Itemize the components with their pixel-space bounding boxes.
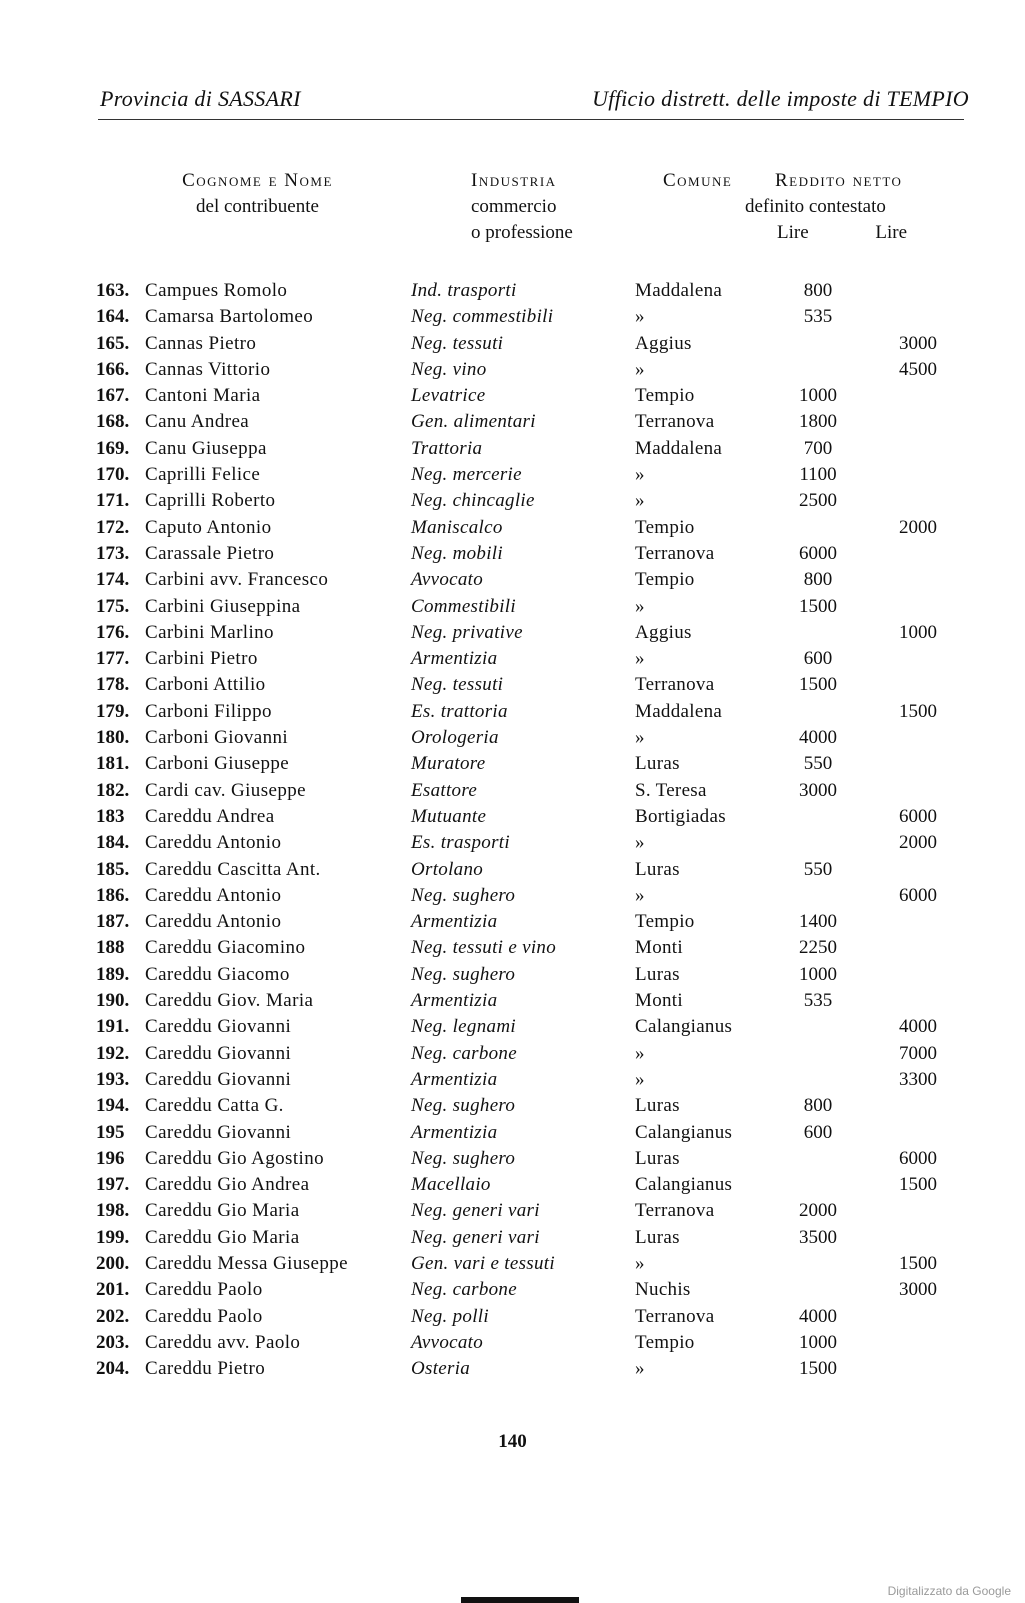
taxpayer-name: Carassale Pietro bbox=[145, 542, 275, 564]
entry-number: 196 bbox=[96, 1147, 125, 1169]
comune: » bbox=[635, 1252, 645, 1274]
taxpayer-name: Careddu Giov. Maria bbox=[145, 990, 314, 1012]
taxpayer-name: Careddu Andrea bbox=[145, 805, 275, 827]
column-header-reddito bbox=[745, 168, 908, 246]
taxpayer-name: Careddu Antonio bbox=[145, 884, 282, 906]
income-definito: 2000 bbox=[799, 1200, 837, 1222]
comune: Tempio bbox=[635, 911, 695, 933]
table-row bbox=[0, 1067, 1025, 1093]
industry: Neg. legnami bbox=[411, 1016, 516, 1038]
table-row bbox=[0, 935, 1025, 961]
entry-number: 177. bbox=[96, 648, 130, 670]
industry: Gen. alimentari bbox=[411, 411, 536, 433]
income-definito: 1500 bbox=[799, 674, 837, 696]
industry: Neg. carbone bbox=[411, 1042, 517, 1064]
table-row bbox=[0, 1093, 1025, 1119]
entry-number: 169. bbox=[96, 437, 130, 459]
column-header-name-line2: del contribuente bbox=[196, 196, 319, 217]
entry-number: 199. bbox=[96, 1226, 130, 1248]
industry: Armentizia bbox=[411, 990, 498, 1012]
entry-number: 195 bbox=[96, 1121, 125, 1143]
table-row bbox=[0, 383, 1025, 409]
industry: Armentizia bbox=[411, 648, 498, 670]
taxpayer-name: Careddu Giovanni bbox=[145, 1068, 292, 1090]
entry-number: 166. bbox=[96, 358, 130, 380]
income-definito: 1500 bbox=[799, 595, 837, 617]
comune: » bbox=[635, 1358, 645, 1380]
industry: Neg. sughero bbox=[411, 884, 516, 906]
income-definito: 600 bbox=[803, 648, 833, 670]
industry: Ortolano bbox=[411, 858, 484, 880]
table-row bbox=[0, 1120, 1025, 1146]
entry-number: 184. bbox=[96, 832, 130, 854]
comune: » bbox=[635, 727, 645, 749]
entry-number: 165. bbox=[96, 332, 130, 354]
table-row bbox=[0, 1251, 1025, 1277]
taxpayer-name: Carboni Attilio bbox=[145, 674, 266, 696]
table-row bbox=[0, 620, 1025, 646]
comune: Luras bbox=[635, 753, 680, 775]
comune: » bbox=[635, 884, 645, 906]
income-contestato: 6000 bbox=[899, 805, 937, 827]
comune: Tempio bbox=[635, 1331, 695, 1353]
table-row bbox=[0, 331, 1025, 357]
office-title: Ufficio distrett. delle imposte di TEMPIO bbox=[592, 86, 969, 111]
industry: Avvocato bbox=[411, 569, 484, 591]
comune: Monti bbox=[635, 990, 683, 1012]
comune: Tempio bbox=[635, 569, 695, 591]
table-row bbox=[0, 1225, 1025, 1251]
entry-number: 200. bbox=[96, 1252, 130, 1274]
taxpayer-name: Careddu Pietro bbox=[145, 1358, 266, 1380]
taxpayer-name: Cannas Pietro bbox=[145, 332, 257, 354]
entry-number: 192. bbox=[96, 1042, 130, 1064]
income-contestato: 6000 bbox=[899, 884, 937, 906]
comune: Aggius bbox=[635, 332, 692, 354]
income-definito: 3000 bbox=[799, 779, 837, 801]
comune: Luras bbox=[635, 1226, 680, 1248]
header-divider bbox=[98, 119, 964, 120]
entry-number: 183 bbox=[96, 805, 125, 827]
entry-number: 204. bbox=[96, 1358, 130, 1380]
income-definito: 3500 bbox=[799, 1226, 837, 1248]
income-definito: 4000 bbox=[799, 727, 837, 749]
table-row bbox=[0, 278, 1025, 304]
industry: Neg. generi vari bbox=[411, 1226, 540, 1248]
industry: Es. trattoria bbox=[411, 700, 508, 722]
entry-number: 174. bbox=[96, 569, 130, 591]
entry-number: 186. bbox=[96, 884, 130, 906]
industry: Neg. privative bbox=[411, 621, 523, 643]
comune: » bbox=[635, 306, 645, 328]
industry: Neg. tessuti e vino bbox=[411, 937, 557, 959]
column-header-reddito-line1: Reddito netto bbox=[775, 170, 903, 191]
industry: Armentizia bbox=[411, 1121, 498, 1143]
taxpayer-name: Careddu Gio Agostino bbox=[145, 1147, 324, 1169]
industry: Armentizia bbox=[411, 911, 498, 933]
table-row bbox=[0, 725, 1025, 751]
table-row bbox=[0, 699, 1025, 725]
taxpayer-name: Canu Giuseppa bbox=[145, 437, 267, 459]
entry-number: 179. bbox=[96, 700, 130, 722]
table-row bbox=[0, 778, 1025, 804]
income-contestato: 1500 bbox=[899, 1174, 937, 1196]
table-row bbox=[0, 646, 1025, 672]
income-contestato: 2000 bbox=[899, 832, 937, 854]
industry: Avvocato bbox=[411, 1331, 484, 1353]
comune: Luras bbox=[635, 1147, 680, 1169]
entry-number: 203. bbox=[96, 1331, 130, 1353]
table-row bbox=[0, 962, 1025, 988]
comune: Luras bbox=[635, 1095, 680, 1117]
comune: Tempio bbox=[635, 385, 695, 407]
table-row bbox=[0, 409, 1025, 435]
income-contestato: 3300 bbox=[899, 1068, 937, 1090]
industry: Osteria bbox=[411, 1358, 471, 1380]
taxpayer-name: Cantoni Maria bbox=[145, 385, 261, 407]
comune: Tempio bbox=[635, 516, 695, 538]
income-definito: 4000 bbox=[799, 1305, 837, 1327]
comune: Bortigiadas bbox=[635, 805, 726, 827]
taxpayer-name: Careddu Giovanni bbox=[145, 1121, 292, 1143]
comune: Calangianus bbox=[635, 1016, 733, 1038]
taxpayer-name: Careddu Antonio bbox=[145, 911, 282, 933]
table-row bbox=[0, 1172, 1025, 1198]
industry: Levatrice bbox=[411, 385, 486, 407]
industry: Neg. chincaglie bbox=[411, 490, 535, 512]
income-contestato: 1500 bbox=[899, 700, 937, 722]
comune: » bbox=[635, 832, 645, 854]
table-row bbox=[0, 988, 1025, 1014]
entry-number: 189. bbox=[96, 963, 130, 985]
entry-number: 172. bbox=[96, 516, 130, 538]
industry: Neg. sughero bbox=[411, 1147, 516, 1169]
comune: Maddalena bbox=[635, 700, 723, 722]
column-header-industry-line3: o professione bbox=[471, 222, 573, 243]
table-row bbox=[0, 567, 1025, 593]
comune: » bbox=[635, 358, 645, 380]
income-contestato: 4000 bbox=[899, 1016, 937, 1038]
table-row bbox=[0, 672, 1025, 698]
taxpayer-name: Carboni Filippo bbox=[145, 700, 272, 722]
comune: » bbox=[635, 1068, 645, 1090]
income-definito: 800 bbox=[803, 280, 833, 301]
comune: Maddalena bbox=[635, 280, 723, 301]
entry-number: 164. bbox=[96, 306, 130, 328]
taxpayer-name: Careddu Messa Giuseppe bbox=[145, 1252, 348, 1274]
industry: Neg. polli bbox=[411, 1305, 489, 1327]
taxpayer-name: Carboni Giovanni bbox=[145, 727, 289, 749]
industry: Neg. generi vari bbox=[411, 1200, 540, 1222]
comune: Terranova bbox=[635, 542, 715, 564]
industry: Ind. trasporti bbox=[411, 280, 517, 301]
industry: Maniscalco bbox=[411, 516, 503, 538]
entry-number: 180. bbox=[96, 727, 130, 749]
entry-number: 182. bbox=[96, 779, 130, 801]
comune: » bbox=[635, 1042, 645, 1064]
income-definito: 2250 bbox=[799, 937, 837, 959]
table-row bbox=[0, 1304, 1025, 1330]
taxpayer-name: Careddu Catta G. bbox=[145, 1095, 284, 1117]
entry-number: 198. bbox=[96, 1200, 130, 1222]
table-row bbox=[0, 857, 1025, 883]
table-row bbox=[0, 436, 1025, 462]
province-title: Provincia di SASSARI bbox=[100, 86, 301, 111]
income-definito: 535 bbox=[803, 306, 833, 328]
taxpayer-name: Careddu Giacomo bbox=[145, 963, 290, 985]
industry: Commestibili bbox=[411, 595, 516, 617]
income-definito: 2500 bbox=[799, 490, 837, 512]
entry-number: 193. bbox=[96, 1068, 130, 1090]
income-definito: 1000 bbox=[799, 963, 837, 985]
comune: Luras bbox=[635, 858, 680, 880]
table-row bbox=[0, 515, 1025, 541]
taxpayer-name: Careddu Giovanni bbox=[145, 1042, 292, 1064]
taxpayer-name: Carboni Giuseppe bbox=[145, 753, 290, 775]
income-definito: 800 bbox=[803, 1095, 833, 1117]
table-row bbox=[0, 357, 1025, 383]
table-row bbox=[0, 541, 1025, 567]
comune: Nuchis bbox=[635, 1279, 691, 1301]
entry-number: 168. bbox=[96, 411, 130, 433]
industry: Neg. tessuti bbox=[411, 674, 504, 696]
comune: Monti bbox=[635, 937, 683, 959]
page-number: 140 bbox=[498, 1431, 527, 1452]
income-definito: 550 bbox=[803, 858, 833, 880]
entry-number: 178. bbox=[96, 674, 130, 696]
industry: Orologeria bbox=[411, 727, 499, 749]
comune: Calangianus bbox=[635, 1121, 733, 1143]
taxpayer-name: Careddu Antonio bbox=[145, 832, 282, 854]
income-contestato: 4500 bbox=[899, 358, 937, 380]
table-row bbox=[0, 751, 1025, 777]
table-row bbox=[0, 1198, 1025, 1224]
taxpayer-name: Carbini Pietro bbox=[145, 648, 258, 670]
taxpayer-name: Cardi cav. Giuseppe bbox=[145, 779, 306, 801]
table-row bbox=[0, 909, 1025, 935]
taxpayer-name: Careddu Cascitta Ant. bbox=[145, 858, 321, 880]
industry: Muratore bbox=[411, 753, 486, 775]
industry: Es. trasporti bbox=[411, 832, 510, 854]
table-row bbox=[0, 883, 1025, 909]
income-definito: 535 bbox=[803, 990, 833, 1012]
income-contestato: 6000 bbox=[899, 1147, 937, 1169]
income-definito: 800 bbox=[803, 569, 833, 591]
entry-number: 202. bbox=[96, 1305, 130, 1327]
industry: Armentizia bbox=[411, 1068, 498, 1090]
comune: Maddalena bbox=[635, 437, 723, 459]
comune: Calangianus bbox=[635, 1174, 733, 1196]
comune: Luras bbox=[635, 963, 680, 985]
table-row bbox=[0, 1041, 1025, 1067]
taxpayer-name: Carbini Giuseppina bbox=[145, 595, 301, 617]
taxpayer-name: Careddu Gio Andrea bbox=[145, 1174, 310, 1196]
entry-number: 170. bbox=[96, 464, 130, 486]
industry: Esattore bbox=[411, 779, 478, 801]
income-definito: 1000 bbox=[799, 1331, 837, 1353]
entry-number: 185. bbox=[96, 858, 130, 880]
column-header-comune-line1: Comune bbox=[663, 170, 733, 191]
industry: Neg. commestibili bbox=[411, 306, 554, 328]
column-header-reddito-line3: Lire Lire bbox=[777, 222, 908, 243]
entry-number: 163. bbox=[96, 280, 130, 301]
table-row bbox=[0, 1277, 1025, 1303]
table-row bbox=[0, 830, 1025, 856]
taxpayer-list bbox=[0, 278, 1025, 1382]
industry: Trattoria bbox=[411, 437, 483, 459]
table-row bbox=[0, 488, 1025, 514]
table-row bbox=[0, 1356, 1025, 1382]
taxpayer-name: Careddu Paolo bbox=[145, 1305, 263, 1327]
entry-number: 176. bbox=[96, 621, 130, 643]
entry-number: 201. bbox=[96, 1279, 130, 1301]
comune: » bbox=[635, 464, 645, 486]
comune: Terranova bbox=[635, 674, 715, 696]
income-definito: 600 bbox=[803, 1121, 833, 1143]
income-definito: 1000 bbox=[799, 385, 837, 407]
taxpayer-name: Caprilli Felice bbox=[145, 464, 261, 486]
income-contestato: 3000 bbox=[899, 332, 937, 354]
column-header-industry-line1: Industria bbox=[471, 170, 557, 191]
footer-bar bbox=[461, 1597, 579, 1603]
entry-number: 167. bbox=[96, 385, 130, 407]
column-header-industry-line2: commercio bbox=[471, 196, 557, 217]
income-contestato: 7000 bbox=[899, 1042, 937, 1064]
comune: » bbox=[635, 490, 645, 512]
industry: Neg. sughero bbox=[411, 1095, 516, 1117]
industry: Neg. sughero bbox=[411, 963, 516, 985]
comune: » bbox=[635, 595, 645, 617]
taxpayer-name: Careddu Paolo bbox=[145, 1279, 263, 1301]
entry-number: 194. bbox=[96, 1095, 130, 1117]
taxpayer-name: Canu Andrea bbox=[145, 411, 250, 433]
taxpayer-name: Carbini Marlino bbox=[145, 621, 274, 643]
taxpayer-name: Camarsa Bartolomeo bbox=[145, 306, 314, 328]
comune: Terranova bbox=[635, 411, 715, 433]
comune: Aggius bbox=[635, 621, 692, 643]
taxpayer-name: Careddu Giacomino bbox=[145, 937, 306, 959]
income-definito: 1500 bbox=[799, 1358, 837, 1380]
taxpayer-name: Cannas Vittorio bbox=[145, 358, 271, 380]
comune: S. Teresa bbox=[635, 779, 707, 801]
table-row bbox=[0, 304, 1025, 330]
table-row bbox=[0, 1146, 1025, 1172]
income-contestato: 3000 bbox=[899, 1279, 937, 1301]
industry: Neg. tessuti bbox=[411, 332, 504, 354]
industry: Neg. mercerie bbox=[411, 464, 522, 486]
income-definito: 1100 bbox=[799, 464, 837, 486]
income-definito: 1800 bbox=[799, 411, 837, 433]
industry: Neg. vino bbox=[411, 358, 487, 380]
table-row bbox=[0, 462, 1025, 488]
industry: Mutuante bbox=[411, 805, 487, 827]
income-definito: 550 bbox=[803, 753, 833, 775]
income-contestato: 1500 bbox=[899, 1252, 937, 1274]
income-contestato: 1000 bbox=[899, 621, 937, 643]
column-header-name-line1: Cognome e Nome bbox=[182, 170, 333, 191]
entry-number: 190. bbox=[96, 990, 130, 1012]
taxpayer-name: Caputo Antonio bbox=[145, 516, 272, 538]
table-row bbox=[0, 1014, 1025, 1040]
industry: Macellaio bbox=[411, 1174, 491, 1196]
income-definito: 1400 bbox=[799, 911, 837, 933]
table-row bbox=[0, 1330, 1025, 1356]
taxpayer-name: Caprilli Roberto bbox=[145, 490, 276, 512]
entry-number: 188 bbox=[96, 937, 125, 959]
entry-number: 173. bbox=[96, 542, 130, 564]
income-definito: 700 bbox=[803, 437, 833, 459]
industry: Gen. vari e tessuti bbox=[411, 1252, 555, 1274]
column-header-industry bbox=[471, 168, 573, 246]
column-header-name bbox=[145, 168, 370, 220]
taxpayer-name: Careddu Gio Maria bbox=[145, 1226, 300, 1248]
taxpayer-name: Careddu Giovanni bbox=[145, 1016, 292, 1038]
entry-number: 187. bbox=[96, 911, 130, 933]
entry-number: 175. bbox=[96, 595, 130, 617]
entry-number: 181. bbox=[96, 753, 130, 775]
income-contestato: 2000 bbox=[899, 516, 937, 538]
industry: Neg. mobili bbox=[411, 542, 503, 564]
income-definito: 6000 bbox=[799, 542, 837, 564]
column-header-comune bbox=[663, 168, 732, 194]
taxpayer-name: Carbini avv. Francesco bbox=[145, 569, 329, 591]
comune: Terranova bbox=[635, 1305, 715, 1327]
industry: Neg. carbone bbox=[411, 1279, 517, 1301]
taxpayer-name: Campues Romolo bbox=[145, 280, 288, 301]
digitization-watermark: Digitalizzato da Google bbox=[887, 1584, 1011, 1598]
table-row bbox=[0, 594, 1025, 620]
column-header-reddito-line2: definito contestato bbox=[745, 196, 886, 217]
taxpayer-name: Careddu Gio Maria bbox=[145, 1200, 300, 1222]
comune: Terranova bbox=[635, 1200, 715, 1222]
entry-number: 171. bbox=[96, 490, 130, 512]
entry-number: 197. bbox=[96, 1174, 130, 1196]
table-row bbox=[0, 804, 1025, 830]
taxpayer-name: Careddu avv. Paolo bbox=[145, 1331, 301, 1353]
entry-number: 191. bbox=[96, 1016, 130, 1038]
comune: » bbox=[635, 648, 645, 670]
